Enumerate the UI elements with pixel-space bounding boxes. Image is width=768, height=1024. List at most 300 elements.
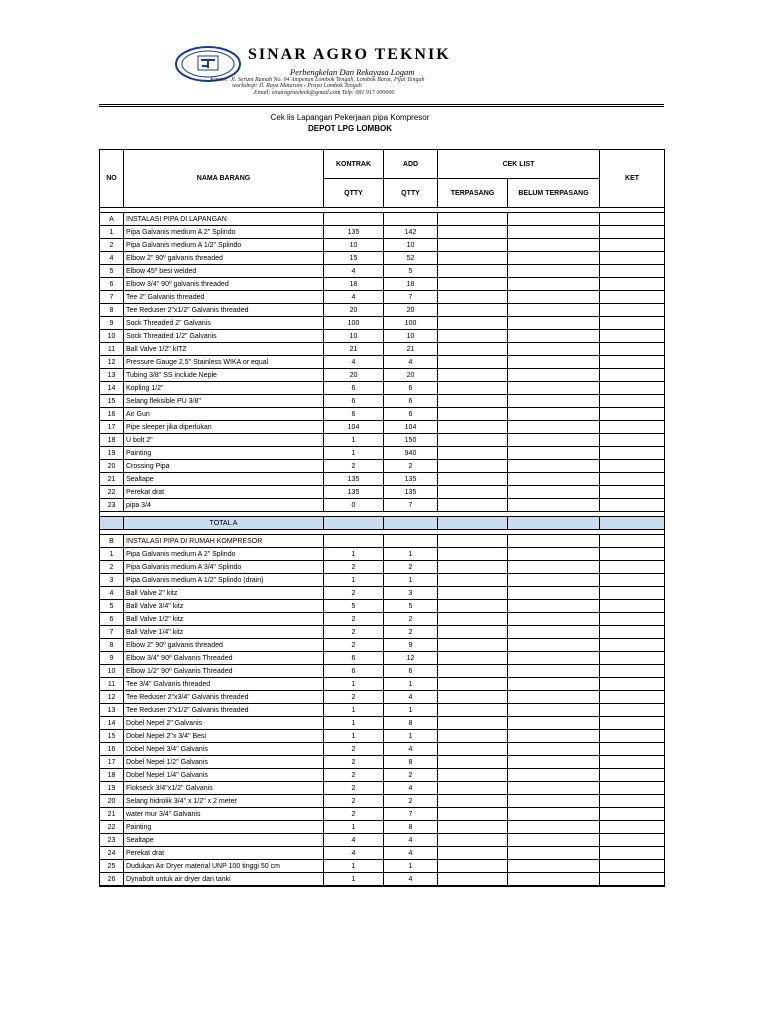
- cell-no: 25: [100, 860, 124, 873]
- cell-belum-terpasang[interactable]: [508, 291, 600, 304]
- cell-terpasang[interactable]: [438, 769, 508, 782]
- cell-terpasang[interactable]: [438, 795, 508, 808]
- table-row: [100, 561, 665, 574]
- cell-terpasang[interactable]: [438, 434, 508, 447]
- cell-no: 20: [100, 460, 124, 473]
- table-row: [100, 847, 665, 860]
- cell-kontrak-qtty: 10: [324, 239, 384, 252]
- cell-terpasang[interactable]: [438, 499, 508, 512]
- cell-kontrak-qtty: 21: [324, 343, 384, 356]
- cell-no: 24: [100, 847, 124, 860]
- cell-ket[interactable]: [600, 587, 665, 600]
- cell-ket[interactable]: [600, 834, 665, 847]
- cell-ket[interactable]: [600, 239, 665, 252]
- cell-ket[interactable]: [600, 730, 665, 743]
- cell-ket[interactable]: [600, 847, 665, 860]
- cell-add-qtty: 3: [384, 587, 438, 600]
- cell-add-qtty: 150: [384, 434, 438, 447]
- cell-terpasang[interactable]: [438, 473, 508, 486]
- cell-belum-terpasang[interactable]: [508, 769, 600, 782]
- cell-nama-barang: Elbow 3/4" 90º galvanis threaded: [124, 278, 324, 291]
- table-row: [100, 369, 665, 382]
- cell-add-qtty: 10: [384, 239, 438, 252]
- cell-ket[interactable]: [600, 795, 665, 808]
- cell-ket[interactable]: [600, 356, 665, 369]
- document-title: Cek lis Lapangan Pekerjaan pipa Kompresor: [270, 113, 430, 122]
- header-qtty-add: QTTY: [384, 179, 438, 208]
- cell-no: 4: [100, 252, 124, 265]
- cell-nama-barang: Tee 2" Galvanis threaded: [124, 291, 324, 304]
- cell-add-qtty: 2: [384, 561, 438, 574]
- cell-kontrak-qtty: 20: [324, 369, 384, 382]
- table-row: [100, 873, 665, 887]
- cell-nama-barang: Dobel Nepel 2" Galvanis: [124, 717, 324, 730]
- cell-nama-barang: Pressure Gauge 2,5" Stainless WIKA or equal: [124, 356, 324, 369]
- section-header-row: [100, 535, 665, 548]
- cell-ket[interactable]: [600, 330, 665, 343]
- cell-ket[interactable]: [600, 382, 665, 395]
- address-line: Email: sinaragroteknik@gmail.com Telp: 081 917 000000: [254, 90, 395, 96]
- cell-ket[interactable]: [600, 665, 665, 678]
- header-kontrak: KONTRAK: [324, 150, 384, 179]
- cell-ket[interactable]: [600, 421, 665, 434]
- cell-ket[interactable]: [600, 447, 665, 460]
- cell-terpasang[interactable]: [438, 717, 508, 730]
- cell-belum-terpasang[interactable]: [508, 226, 600, 239]
- empty-cell: [508, 213, 600, 226]
- cell-ket[interactable]: [600, 769, 665, 782]
- cell-add-qtty: 20: [384, 304, 438, 317]
- cell-add-qtty: 2: [384, 460, 438, 473]
- table-row: [100, 395, 665, 408]
- cell-belum-terpasang[interactable]: [508, 600, 600, 613]
- cell-belum-terpasang[interactable]: [508, 782, 600, 795]
- cell-terpasang[interactable]: [438, 639, 508, 652]
- table-row: [100, 639, 665, 652]
- cell-terpasang[interactable]: [438, 600, 508, 613]
- cell-add-qtty: 104: [384, 421, 438, 434]
- cell-terpasang[interactable]: [438, 782, 508, 795]
- cell-belum-terpasang[interactable]: [508, 743, 600, 756]
- cell-terpasang[interactable]: [438, 665, 508, 678]
- empty-cell: [100, 517, 124, 530]
- empty-cell: [324, 517, 384, 530]
- header-terpasang: TERPASANG: [438, 179, 508, 208]
- cell-terpasang[interactable]: [438, 626, 508, 639]
- cell-belum-terpasang[interactable]: [508, 587, 600, 600]
- cell-no: 21: [100, 808, 124, 821]
- cell-terpasang[interactable]: [438, 252, 508, 265]
- cell-ket[interactable]: [600, 408, 665, 421]
- cell-nama-barang: water mur 3/4" Galvanis: [124, 808, 324, 821]
- empty-cell: [324, 535, 384, 548]
- company-name: SINAR AGRO TEKNIK: [248, 46, 451, 63]
- cell-ket[interactable]: [600, 652, 665, 665]
- cell-terpasang[interactable]: [438, 652, 508, 665]
- table-row: [100, 252, 665, 265]
- cell-terpasang[interactable]: [438, 613, 508, 626]
- cell-kontrak-qtty: 6: [324, 408, 384, 421]
- cell-ket[interactable]: [600, 460, 665, 473]
- cell-ket[interactable]: [600, 434, 665, 447]
- empty-cell: [438, 517, 508, 530]
- cell-no: 17: [100, 756, 124, 769]
- cell-belum-terpasang[interactable]: [508, 613, 600, 626]
- cell-belum-terpasang[interactable]: [508, 265, 600, 278]
- header-nama-barang: NAMA BARANG: [124, 150, 324, 208]
- table-row: [100, 743, 665, 756]
- letterhead-divider: [99, 104, 664, 105]
- cell-ket[interactable]: [600, 600, 665, 613]
- cell-belum-terpasang[interactable]: [508, 382, 600, 395]
- cell-ket[interactable]: [600, 808, 665, 821]
- cell-add-qtty: 1: [384, 678, 438, 691]
- cell-ket[interactable]: [600, 639, 665, 652]
- table-row: [100, 499, 665, 512]
- table-row: [100, 756, 665, 769]
- cell-terpasang[interactable]: [438, 548, 508, 561]
- cell-terpasang[interactable]: [438, 574, 508, 587]
- cell-no: 23: [100, 499, 124, 512]
- empty-cell: [438, 213, 508, 226]
- table-row: [100, 626, 665, 639]
- cell-kontrak-qtty: 1: [324, 704, 384, 717]
- cell-nama-barang: Sock Threaded 1/2" Galvanis: [124, 330, 324, 343]
- cell-terpasang[interactable]: [438, 278, 508, 291]
- cell-nama-barang: Sealtape: [124, 834, 324, 847]
- cell-nama-barang: Tubing 3/8" SS include Neple: [124, 369, 324, 382]
- cell-add-qtty: 4: [384, 743, 438, 756]
- cell-add-qtty: 100: [384, 317, 438, 330]
- cell-belum-terpasang[interactable]: [508, 343, 600, 356]
- cell-belum-terpasang[interactable]: [508, 574, 600, 587]
- cell-belum-terpasang[interactable]: [508, 408, 600, 421]
- empty-cell: [384, 213, 438, 226]
- cell-nama-barang: Crossing Pipa: [124, 460, 324, 473]
- cell-kontrak-qtty: 5: [324, 600, 384, 613]
- cell-terpasang[interactable]: [438, 873, 508, 887]
- table-row: [100, 239, 665, 252]
- table-row: [100, 421, 665, 434]
- cell-terpasang[interactable]: [438, 756, 508, 769]
- cell-no: 6: [100, 613, 124, 626]
- cell-terpasang[interactable]: [438, 587, 508, 600]
- cell-add-qtty: 5: [384, 600, 438, 613]
- table-row: [100, 730, 665, 743]
- cell-belum-terpasang[interactable]: [508, 239, 600, 252]
- cell-ket[interactable]: [600, 343, 665, 356]
- cell-ket[interactable]: [600, 291, 665, 304]
- table-row: [100, 434, 665, 447]
- cell-nama-barang: Ball Valve 1/4" kitz: [124, 626, 324, 639]
- cell-belum-terpasang[interactable]: [508, 499, 600, 512]
- cell-nama-barang: Tee Reduser 2"x1/2" Galvanis threaded: [124, 704, 324, 717]
- cell-add-qtty: 2: [384, 613, 438, 626]
- cell-nama-barang: Pipa Galvanis medium A 1/2" Splindo: [124, 239, 324, 252]
- cell-ket[interactable]: [600, 304, 665, 317]
- cell-add-qtty: 4: [384, 356, 438, 369]
- cell-ket[interactable]: [600, 369, 665, 382]
- cell-nama-barang: Ball Valve 3/4" kitz: [124, 600, 324, 613]
- cell-belum-terpasang[interactable]: [508, 652, 600, 665]
- cell-terpasang[interactable]: [438, 226, 508, 239]
- cell-terpasang[interactable]: [438, 239, 508, 252]
- cell-nama-barang: Elbow 2" 90º galvanis threaded: [124, 252, 324, 265]
- cell-belum-terpasang[interactable]: [508, 873, 600, 887]
- cell-nama-barang: Elbow 2" 90º galvanis threaded: [124, 639, 324, 652]
- cell-belum-terpasang[interactable]: [508, 330, 600, 343]
- cell-belum-terpasang[interactable]: [508, 548, 600, 561]
- cell-belum-terpasang[interactable]: [508, 808, 600, 821]
- cell-add-qtty: 4: [384, 782, 438, 795]
- cell-add-qtty: 18: [384, 278, 438, 291]
- cell-ket[interactable]: [600, 678, 665, 691]
- cell-kontrak-qtty: 10: [324, 330, 384, 343]
- cell-terpasang[interactable]: [438, 291, 508, 304]
- cell-terpasang[interactable]: [438, 821, 508, 834]
- cell-terpasang[interactable]: [438, 691, 508, 704]
- cell-add-qtty: 2: [384, 626, 438, 639]
- cell-terpasang[interactable]: [438, 808, 508, 821]
- cell-ket[interactable]: [600, 704, 665, 717]
- cell-belum-terpasang[interactable]: [508, 691, 600, 704]
- cell-belum-terpasang[interactable]: [508, 278, 600, 291]
- cell-belum-terpasang[interactable]: [508, 252, 600, 265]
- cell-belum-terpasang[interactable]: [508, 821, 600, 834]
- cell-belum-terpasang[interactable]: [508, 678, 600, 691]
- cell-nama-barang: Dudukan Air Dryer material UNP 100 tinggi 50 cm: [124, 860, 324, 873]
- cell-kontrak-qtty: 2: [324, 639, 384, 652]
- cell-terpasang[interactable]: [438, 486, 508, 499]
- table-row: [100, 343, 665, 356]
- header-belum-terpasang: BELUM TERPASANG: [508, 179, 600, 208]
- cell-terpasang[interactable]: [438, 730, 508, 743]
- cell-belum-terpasang[interactable]: [508, 561, 600, 574]
- cell-ket[interactable]: [600, 873, 665, 887]
- cell-belum-terpasang[interactable]: [508, 434, 600, 447]
- cell-terpasang[interactable]: [438, 447, 508, 460]
- letterhead-divider: [99, 106, 664, 107]
- cell-no: 11: [100, 678, 124, 691]
- cell-terpasang[interactable]: [438, 704, 508, 717]
- table-row: [100, 691, 665, 704]
- cell-kontrak-qtty: 2: [324, 626, 384, 639]
- cell-nama-barang: Dobel Nepel 3/4" Galvanis: [124, 743, 324, 756]
- cell-terpasang[interactable]: [438, 304, 508, 317]
- cell-no: 4: [100, 587, 124, 600]
- cell-kontrak-qtty: 20: [324, 304, 384, 317]
- cell-belum-terpasang[interactable]: [508, 847, 600, 860]
- cell-add-qtty: 7: [384, 291, 438, 304]
- cell-belum-terpasang[interactable]: [508, 317, 600, 330]
- cell-belum-terpasang[interactable]: [508, 665, 600, 678]
- cell-ket[interactable]: [600, 626, 665, 639]
- table-row: [100, 600, 665, 613]
- cell-terpasang[interactable]: [438, 356, 508, 369]
- table-row: [100, 226, 665, 239]
- cell-no: 1: [100, 226, 124, 239]
- cell-belum-terpasang[interactable]: [508, 860, 600, 873]
- cell-add-qtty: 940: [384, 447, 438, 460]
- cell-add-qtty: 6: [384, 408, 438, 421]
- table-row: [100, 278, 665, 291]
- cell-belum-terpasang[interactable]: [508, 717, 600, 730]
- cell-belum-terpasang[interactable]: [508, 834, 600, 847]
- cell-no: 8: [100, 639, 124, 652]
- cell-ket[interactable]: [600, 860, 665, 873]
- cell-ket[interactable]: [600, 499, 665, 512]
- cell-terpasang[interactable]: [438, 561, 508, 574]
- cell-kontrak-qtty: 100: [324, 317, 384, 330]
- table-row: [100, 795, 665, 808]
- cell-no: 6: [100, 278, 124, 291]
- cell-kontrak-qtty: 18: [324, 278, 384, 291]
- cell-add-qtty: 52: [384, 252, 438, 265]
- header-no: NO: [100, 150, 124, 208]
- table-row: [100, 678, 665, 691]
- header-ket: KET: [600, 150, 665, 208]
- empty-cell: [438, 535, 508, 548]
- cell-kontrak-qtty: 2: [324, 756, 384, 769]
- table-row: [100, 382, 665, 395]
- cell-belum-terpasang[interactable]: [508, 447, 600, 460]
- cell-belum-terpasang[interactable]: [508, 795, 600, 808]
- cell-kontrak-qtty: 15: [324, 252, 384, 265]
- cell-terpasang[interactable]: [438, 265, 508, 278]
- cell-no: 14: [100, 717, 124, 730]
- cell-add-qtty: 5: [384, 265, 438, 278]
- cell-ket[interactable]: [600, 574, 665, 587]
- cell-terpasang[interactable]: [438, 382, 508, 395]
- cell-ket[interactable]: [600, 486, 665, 499]
- cell-kontrak-qtty: 4: [324, 834, 384, 847]
- cell-terpasang[interactable]: [438, 369, 508, 382]
- cell-nama-barang: Pipa Galvanis medium A 2" Splindo: [124, 226, 324, 239]
- cell-no: 2: [100, 239, 124, 252]
- checklist-table: [99, 149, 665, 887]
- cell-add-qtty: 6: [384, 395, 438, 408]
- cell-belum-terpasang[interactable]: [508, 473, 600, 486]
- cell-belum-terpasang[interactable]: [508, 704, 600, 717]
- cell-ket[interactable]: [600, 613, 665, 626]
- empty-cell: [384, 517, 438, 530]
- cell-add-qtty: 6: [384, 382, 438, 395]
- cell-terpasang[interactable]: [438, 317, 508, 330]
- cell-nama-barang: Painting: [124, 447, 324, 460]
- cell-belum-terpasang[interactable]: [508, 756, 600, 769]
- cell-nama-barang: Pipa Galvanis medium A 2" Splindo: [124, 548, 324, 561]
- cell-ket[interactable]: [600, 561, 665, 574]
- cell-ket[interactable]: [600, 473, 665, 486]
- cell-ket[interactable]: [600, 717, 665, 730]
- cell-kontrak-qtty: 6: [324, 652, 384, 665]
- cell-add-qtty: 2: [384, 795, 438, 808]
- cell-ket[interactable]: [600, 278, 665, 291]
- cell-add-qtty: 1: [384, 730, 438, 743]
- cell-no: 17: [100, 421, 124, 434]
- cell-ket[interactable]: [600, 821, 665, 834]
- cell-ket[interactable]: [600, 317, 665, 330]
- table-row: [100, 473, 665, 486]
- cell-no: 1: [100, 548, 124, 561]
- cell-belum-terpasang[interactable]: [508, 395, 600, 408]
- cell-no: 22: [100, 486, 124, 499]
- cell-belum-terpasang[interactable]: [508, 730, 600, 743]
- table-row: [100, 652, 665, 665]
- cell-terpasang[interactable]: [438, 408, 508, 421]
- cell-ket[interactable]: [600, 756, 665, 769]
- cell-kontrak-qtty: 0: [324, 499, 384, 512]
- cell-terpasang[interactable]: [438, 421, 508, 434]
- cell-ket[interactable]: [600, 548, 665, 561]
- table-row: [100, 330, 665, 343]
- cell-terpasang[interactable]: [438, 395, 508, 408]
- cell-ket[interactable]: [600, 395, 665, 408]
- cell-kontrak-qtty: 6: [324, 395, 384, 408]
- cell-ket[interactable]: [600, 743, 665, 756]
- cell-nama-barang: Elbow 45º besi welded: [124, 265, 324, 278]
- cell-belum-terpasang[interactable]: [508, 356, 600, 369]
- cell-nama-barang: Ball Valve 2" kitz: [124, 587, 324, 600]
- cell-belum-terpasang[interactable]: [508, 486, 600, 499]
- cell-no: 10: [100, 665, 124, 678]
- cell-nama-barang: Ball Valve 1/2" kitz: [124, 613, 324, 626]
- cell-terpasang[interactable]: [438, 330, 508, 343]
- cell-terpasang[interactable]: [438, 743, 508, 756]
- cell-belum-terpasang[interactable]: [508, 421, 600, 434]
- header-qtty-kontrak: QTTY: [324, 179, 384, 208]
- cell-terpasang[interactable]: [438, 847, 508, 860]
- cell-terpasang[interactable]: [438, 343, 508, 356]
- table-row: [100, 834, 665, 847]
- cell-add-qtty: 135: [384, 486, 438, 499]
- cell-ket[interactable]: [600, 226, 665, 239]
- cell-belum-terpasang[interactable]: [508, 626, 600, 639]
- cell-no: 15: [100, 730, 124, 743]
- section-code: A: [100, 213, 124, 226]
- cell-kontrak-qtty: 2: [324, 808, 384, 821]
- cell-ket[interactable]: [600, 265, 665, 278]
- cell-terpasang[interactable]: [438, 860, 508, 873]
- table-row: [100, 704, 665, 717]
- table-row: [100, 782, 665, 795]
- cell-ket[interactable]: [600, 782, 665, 795]
- empty-cell: [600, 517, 665, 530]
- cell-kontrak-qtty: 1: [324, 447, 384, 460]
- cell-belum-terpasang[interactable]: [508, 369, 600, 382]
- cell-nama-barang: Tee Reduser 2"x1/2" Galvanis threaded: [124, 304, 324, 317]
- cell-no: 18: [100, 769, 124, 782]
- cell-belum-terpasang[interactable]: [508, 304, 600, 317]
- cell-terpasang[interactable]: [438, 678, 508, 691]
- cell-nama-barang: Flokseck 3/4"x1/2" Galvanis: [124, 782, 324, 795]
- cell-ket[interactable]: [600, 252, 665, 265]
- cell-kontrak-qtty: 2: [324, 587, 384, 600]
- table-row: [100, 548, 665, 561]
- cell-terpasang[interactable]: [438, 460, 508, 473]
- cell-add-qtty: 6: [384, 665, 438, 678]
- empty-cell: [600, 535, 665, 548]
- cell-no: 12: [100, 356, 124, 369]
- cell-ket[interactable]: [600, 691, 665, 704]
- cell-belum-terpasang[interactable]: [508, 460, 600, 473]
- cell-nama-barang: Pipa Galvanis medium A 1/2" Splindo (drain): [124, 574, 324, 587]
- cell-no: 7: [100, 626, 124, 639]
- table-row: [100, 665, 665, 678]
- cell-belum-terpasang[interactable]: [508, 639, 600, 652]
- cell-no: 9: [100, 317, 124, 330]
- cell-terpasang[interactable]: [438, 834, 508, 847]
